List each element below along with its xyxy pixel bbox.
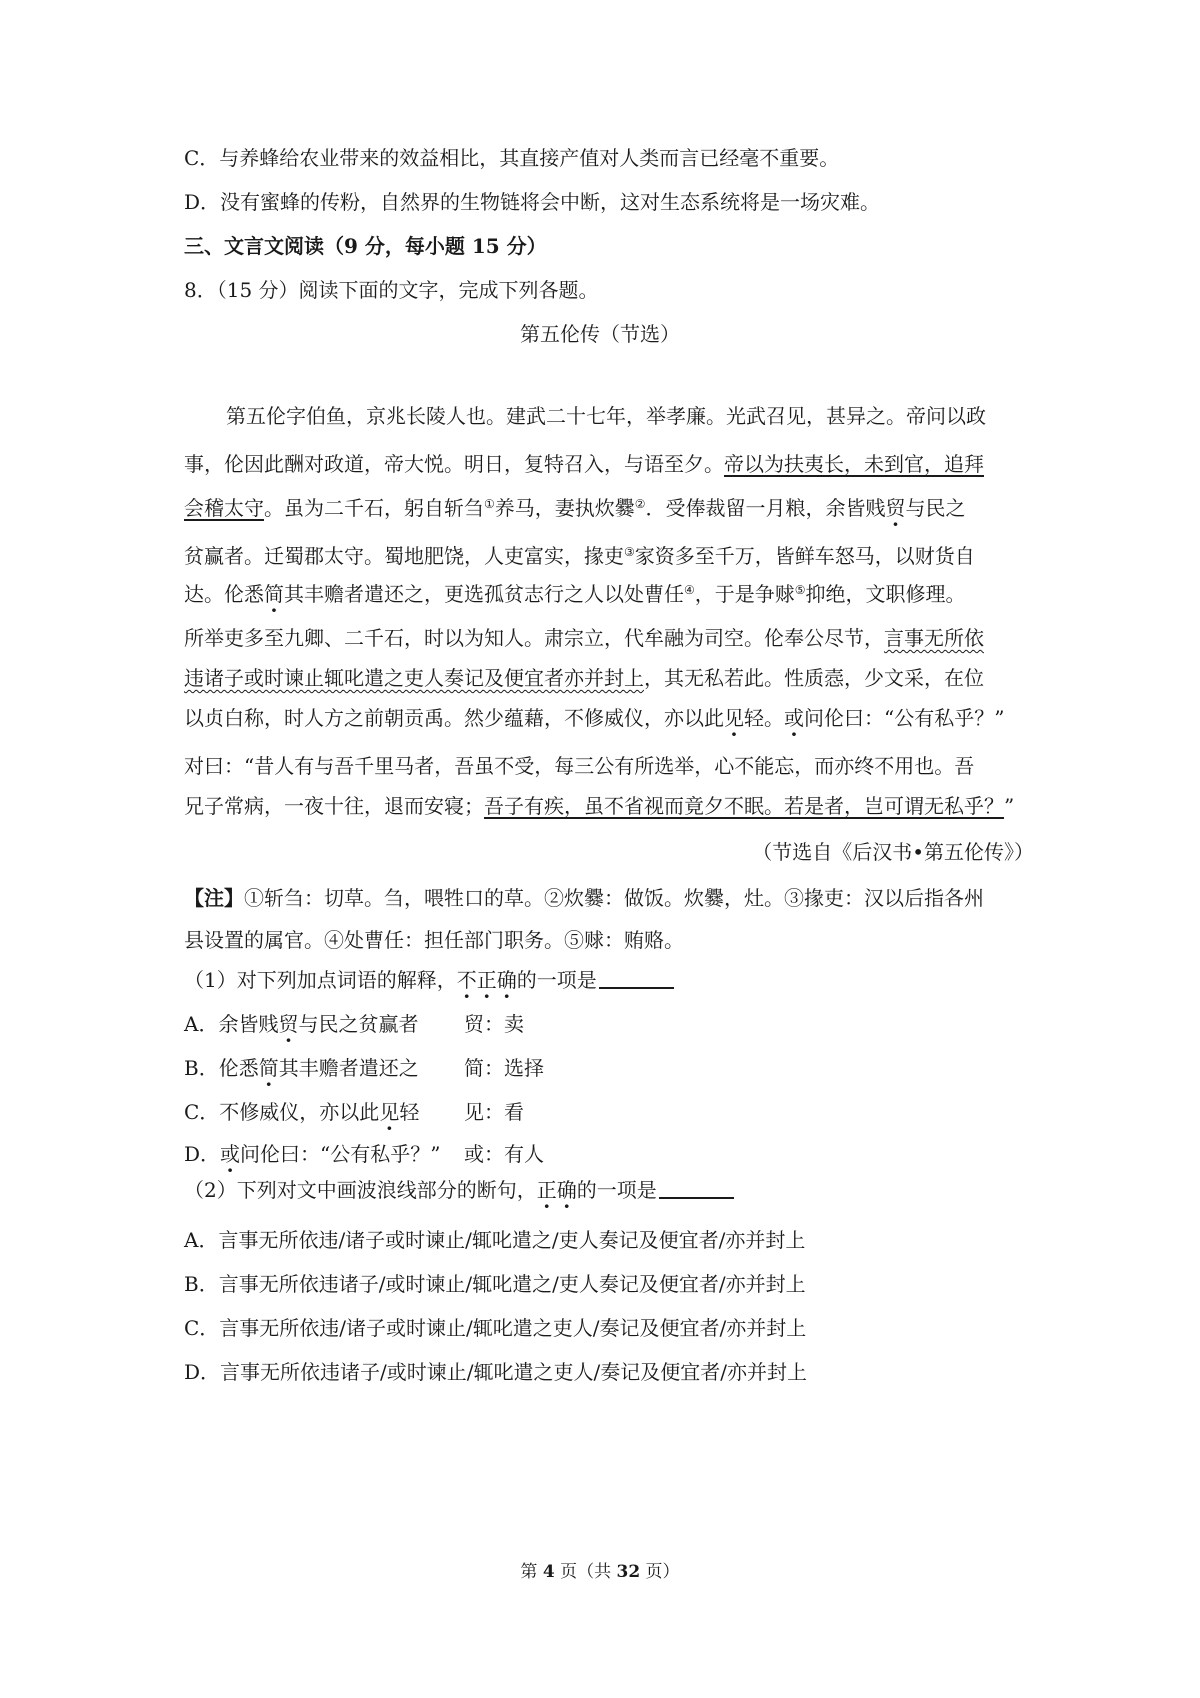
passage-text: 家资多至千万，皆鲜车怒马，以财货自 bbox=[634, 544, 975, 568]
passage-text: 与民之 bbox=[905, 496, 966, 520]
sub2-option-a: A．言事无所依违/诸子或时谏止/辄叱遣之/吏人奏记及便宜者/亦并封上 bbox=[184, 1228, 806, 1252]
passage-text: ，其无私若此。性质悫，少文采，在位 bbox=[644, 666, 984, 690]
passage-line-2 bbox=[184, 450, 1034, 478]
dotted-char: 见 bbox=[379, 1100, 400, 1124]
sub1-option-d bbox=[184, 1140, 1034, 1168]
passage-line-8 bbox=[184, 704, 1034, 732]
passage-text: 事，伦因此酬对政道，帝大悦。明日，复特召入，与语至夕。 bbox=[184, 452, 724, 476]
underlined-sentence-2: 吾子有疾，虽不省视而竟夕不眠。若是者，岂可谓无私乎？ bbox=[484, 794, 1004, 818]
sub1-option-a bbox=[184, 1010, 1034, 1038]
underlined-sentence-1: 帝以为扶夷长，未到官，追拜 bbox=[724, 452, 984, 476]
footer-text: 页（共 bbox=[554, 1562, 617, 1582]
footer-text: 页） bbox=[640, 1562, 680, 1582]
sub2-option-d: D．言事无所依违诸子/或时谏止/辄叱遣之吏人/奏记及便宜者/亦并封上 bbox=[184, 1360, 807, 1384]
passage-text: ” bbox=[1004, 794, 1015, 818]
total-pages: 32 bbox=[616, 1562, 641, 1582]
dotted-word-mao: 贸 bbox=[885, 496, 906, 520]
wavy-sentence: 言事无所依 bbox=[884, 626, 984, 650]
option-gloss: 贸：卖 bbox=[464, 1012, 524, 1036]
option-text: C．不修威仪，亦以此 bbox=[184, 1100, 380, 1124]
passage-text: 贫赢者。迁蜀郡太守。蜀地肥饶，人吏富实，掾吏 bbox=[184, 544, 624, 568]
passage-text: 轻。 bbox=[744, 706, 784, 730]
passage-line-4 bbox=[184, 538, 1034, 570]
dotted-word-jian2: 见 bbox=[724, 706, 744, 730]
footnote-ref-3: ③ bbox=[624, 545, 635, 559]
section-heading: 三、文言文阅读（9 分，每小题 15 分） bbox=[184, 234, 547, 258]
passage-line-6 bbox=[184, 624, 1034, 652]
option-text: 与民之贫赢者 bbox=[298, 1012, 419, 1036]
passage-text: 其丰赡者遣还之，更选孤贫志行之人以处曹任 bbox=[284, 582, 684, 606]
question-8-intro: 8．（15 分）阅读下面的文字，完成下列各题。 bbox=[184, 278, 599, 302]
passage-line-1: 第五伦字伯鱼，京兆长陵人也。建武二十七年，举孝廉。光武召见，甚异之。帝问以政 bbox=[226, 404, 986, 428]
passage-text: 抑绝，文职修理。 bbox=[805, 582, 966, 606]
passage-line-7 bbox=[184, 664, 1034, 692]
stem-text: （1）对下列加点词语的解释， bbox=[184, 968, 457, 992]
dotted-char: 简 bbox=[258, 1056, 279, 1080]
page-footer bbox=[0, 1557, 1200, 1582]
underlined-sentence-1-end: 会稽太守 bbox=[184, 496, 264, 520]
page-number: 4 bbox=[542, 1562, 555, 1582]
answer-blank[interactable] bbox=[659, 1177, 734, 1199]
footer-text: 第 bbox=[520, 1562, 543, 1582]
passage-text: 养马，妻执炊爨 bbox=[494, 496, 635, 520]
dotted-char: 正 bbox=[536, 1178, 557, 1202]
passage-line-9: 对曰：“昔人有与吾千里马者，吾虽不受，每三公有所选举，心不能忘，而亦终不用也。吾 bbox=[184, 754, 975, 778]
footnote-ref-4: ④ bbox=[684, 583, 695, 597]
dotted-char: 确 bbox=[496, 968, 517, 992]
passage-text: 问伦曰：“公有私乎？” bbox=[804, 706, 1005, 730]
dotted-char: 正 bbox=[476, 968, 497, 992]
dotted-char: 贸 bbox=[278, 1012, 299, 1036]
dotted-char: 或 bbox=[220, 1142, 241, 1166]
stem-text: 的一项是 bbox=[516, 968, 597, 992]
notes-line-2: 县设置的属官。④处曹任：担任部门职务。⑤赇：贿赂。 bbox=[184, 928, 684, 952]
dotted-char: 确 bbox=[556, 1178, 577, 1202]
option-text: 问伦曰：“公有私乎？” bbox=[240, 1142, 441, 1166]
passage-line-5 bbox=[184, 576, 1034, 608]
option-text: A．余皆贱 bbox=[184, 1012, 279, 1036]
passage-text: 达。伦悉 bbox=[184, 582, 264, 606]
sub1-option-b bbox=[184, 1054, 1034, 1082]
passage-title: 第五伦传（节选） bbox=[520, 322, 680, 346]
wavy-sentence-end: 违诸子或时谏止辄叱遣之吏人奏记及便宜者亦并封上 bbox=[184, 666, 644, 690]
passage-text: 。虽为二千石，躬自斩刍 bbox=[264, 496, 484, 520]
footnote-ref-1: ① bbox=[484, 497, 495, 511]
passage-text: 兄子常病，一夜十往，退而安寝； bbox=[184, 794, 484, 818]
option-text: 其丰赡者遣还之 bbox=[278, 1056, 419, 1080]
stem-text: （2）下列对文中画波浪线部分的断句， bbox=[184, 1178, 537, 1202]
sub2-option-b: B．言事无所依违诸子/或时谏止/辄叱遣之/吏人奏记及便宜者/亦并封上 bbox=[184, 1272, 806, 1296]
stem-text: 的一项是 bbox=[576, 1178, 657, 1202]
option-d-prev: D．没有蜜蜂的传粉，自然界的生物链将会中断，这对生态系统将是一场灾难。 bbox=[184, 190, 881, 214]
dotted-word-huo: 或 bbox=[784, 706, 804, 730]
sub-question-2-stem bbox=[184, 1176, 1034, 1204]
option-c-prev: C．与养蜂给农业带来的效益相比，其直接产值对人类而言已经毫不重要。 bbox=[184, 146, 840, 170]
passage-text: 以贞白称，时人方之前朝贡禹。然少蕴藉，不修威仪，亦以此 bbox=[184, 706, 724, 730]
footnote-ref-2: ② bbox=[634, 497, 646, 511]
option-text: D． bbox=[184, 1142, 221, 1166]
option-gloss: 见：看 bbox=[464, 1100, 524, 1124]
option-gloss: 或：有人 bbox=[464, 1142, 544, 1166]
answer-blank[interactable] bbox=[599, 967, 674, 989]
passage-source: （节选自《后汉书•第五伦传》） bbox=[752, 840, 1034, 864]
notes-text: ①斩刍：切草。刍，喂牲口的草。②炊爨：做饭。炊爨，灶。③掾吏：汉以后指各州 bbox=[244, 886, 984, 910]
sub-question-1-stem bbox=[184, 966, 1034, 994]
option-text: 轻 bbox=[399, 1100, 420, 1124]
dotted-word-jian: 简 bbox=[264, 582, 284, 606]
notes-line-1 bbox=[184, 884, 1034, 912]
passage-text: 所举吏多至九卿、二千石，时以为知人。肃宗立，代牟融为司空。伦奉公尽节， bbox=[184, 626, 884, 650]
dotted-char: 不 bbox=[456, 968, 477, 992]
passage-text: ．受俸裁留一月粮，余皆贱 bbox=[645, 496, 886, 520]
passage-text: ，于是争赇 bbox=[694, 582, 795, 606]
footnote-ref-5: ⑤ bbox=[794, 583, 806, 597]
sub2-option-c: C．言事无所依违/诸子或时谏止/辄叱遣之吏人/奏记及便宜者/亦并封上 bbox=[184, 1316, 807, 1340]
option-gloss: 简：选择 bbox=[464, 1056, 544, 1080]
sub1-option-c bbox=[184, 1098, 1034, 1126]
notes-label: 【注】 bbox=[184, 886, 244, 910]
passage-line-10 bbox=[184, 792, 1034, 820]
option-text: B．伦悉 bbox=[184, 1056, 259, 1080]
passage-line-3 bbox=[184, 490, 1034, 522]
